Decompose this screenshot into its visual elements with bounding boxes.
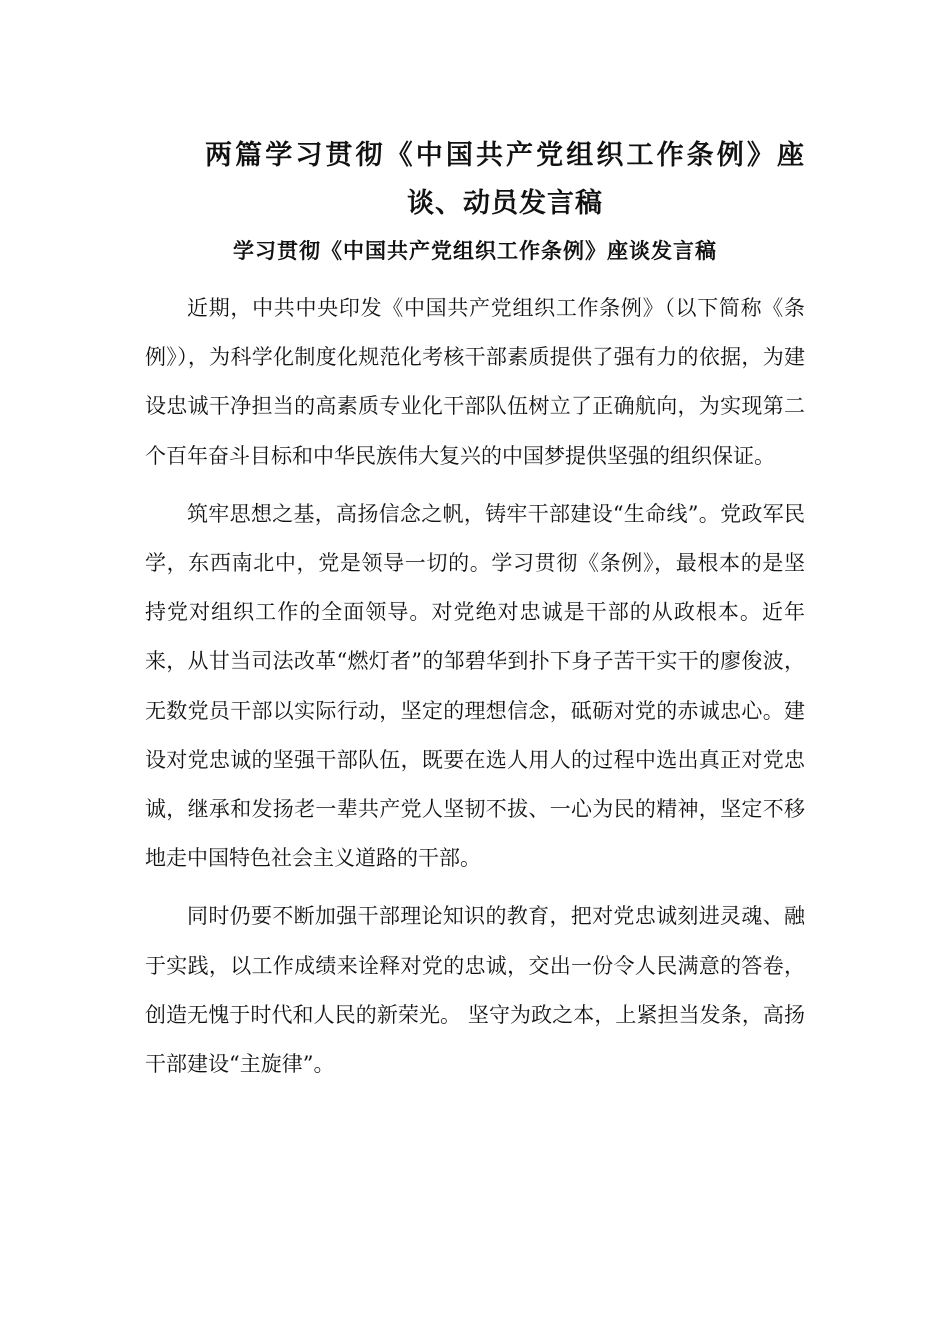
- paragraph-1: 近期，中共中央印发《中国共产党组织工作条例》（以下简称《条例》），为科学化制度化规范化考核干部素质提供了强有力的依据，为建设忠诚干净担当的高素质专业化干部队伍树立了正确航向，为实现第二个百年奋斗目标和中华民族伟大复兴的中国梦提供坚强的组织保证。: [145, 296, 805, 468]
- document-title: 两篇学习贯彻《中国共产党组织工作条例》座谈、动员发言稿: [205, 140, 805, 219]
- document-body: [145, 284, 805, 1098]
- document-subtitle: 学习贯彻《中国共产党组织工作条例》座谈发言稿: [233, 238, 717, 263]
- paragraph-2: 筑牢思想之基，高扬信念之帆，铸牢干部建设“生命线”。党政军民学，东西南北中，党是领导一切的。学习贯彻《条例》，最根本的是坚持党对组织工作的全面领导。对党绝对忠诚是干部的从政根本。近年来，从甘当司法改革“燃灯者”的邹碧华到扑下身子苦干实干的廖俊波，无数党员干部以实际行动，坚定的理想信念，砥砺对党的赤诚忠心。建设对党忠诚的坚强干部队伍，既要在选人用人的过程中选出真正对党忠诚，继承和发扬老一辈共产党人坚韧不拔、一心为民的精神，坚定不移地走中国特色社会主义道路的干部。: [145, 501, 805, 871]
- paragraph-3: 同时仍要不断加强干部理论知识的教育，把对党忠诚刻进灵魂、融于实践，以工作成绩来诠释对党的忠诚，交出一份令人民满意的答卷，创造无愧于时代和人民的新荣光。 坚守为政之本，上紧担当发条，高扬干部建设“主旋律”。: [145, 904, 805, 1077]
